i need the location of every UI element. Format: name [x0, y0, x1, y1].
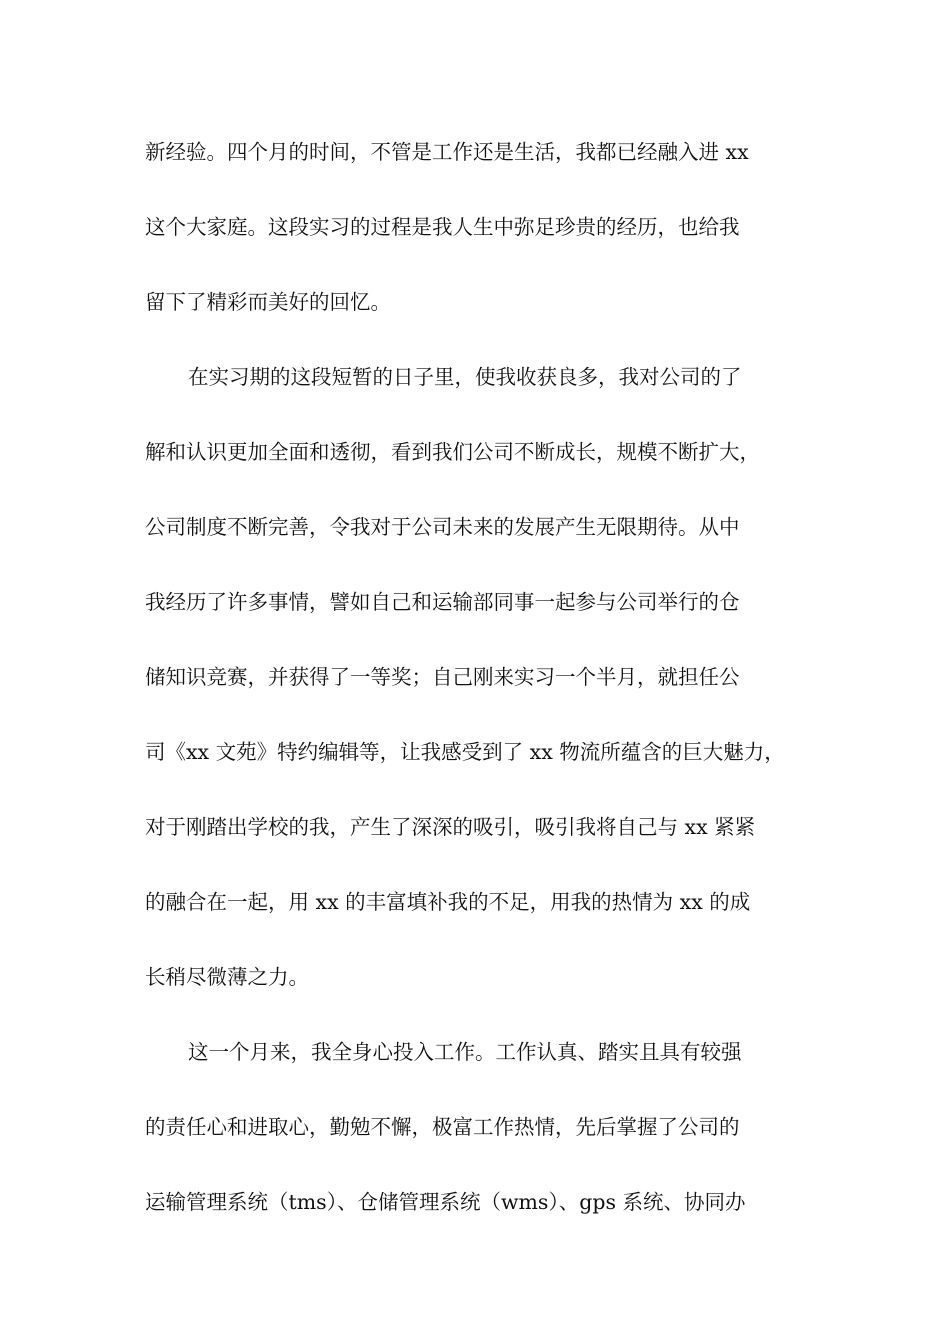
text-line: 司《xx 文苑》特约编辑等，让我感受到了 xx 物流所蕴含的巨大魅力，	[145, 740, 785, 764]
text-line: 的责任心和进取心，勤勉不懈，极富工作热情，先后掌握了公司的	[145, 1115, 740, 1139]
text-line: 的融合在一起，用 xx 的丰富填补我的不足，用我的热情为 xx 的成	[145, 890, 751, 914]
text-line: 解和认识更加全面和透彻，看到我们公司不断成长，规模不断扩大，	[145, 440, 760, 464]
text-line: 储知识竞赛，并获得了一等奖；自己刚来实习一个半月，就担任公	[145, 665, 740, 689]
text-line: 对于刚踏出学校的我，产生了深深的吸引，吸引我将自己与 xx 紧紧	[145, 815, 756, 839]
text-line: 公司制度不断完善，令我对于公司未来的发展产生无限期待。从中	[145, 515, 740, 539]
text-line: 留下了精彩而美好的回忆。	[145, 290, 391, 314]
text-line: 长稍尽微薄之力。	[145, 965, 309, 989]
paragraph-first-line: 在实习期的这段短暂的日子里，使我收获良多，我对公司的了	[188, 365, 742, 389]
text-line: 这个大家庭。这段实习的过程是我人生中弥足珍贵的经历，也给我	[145, 215, 740, 239]
text-line: 运输管理系统（tms）、仓储管理系统（wms）、gps 系统、协同办	[145, 1190, 746, 1214]
paragraph-first-line: 这一个月来，我全身心投入工作。工作认真、踏实且具有较强	[188, 1040, 742, 1064]
text-line: 我经历了许多事情，譬如自己和运输部同事一起参与公司举行的仓	[145, 590, 740, 614]
text-line: 新经验。四个月的时间，不管是工作还是生活，我都已经融入进 xx	[145, 140, 749, 164]
